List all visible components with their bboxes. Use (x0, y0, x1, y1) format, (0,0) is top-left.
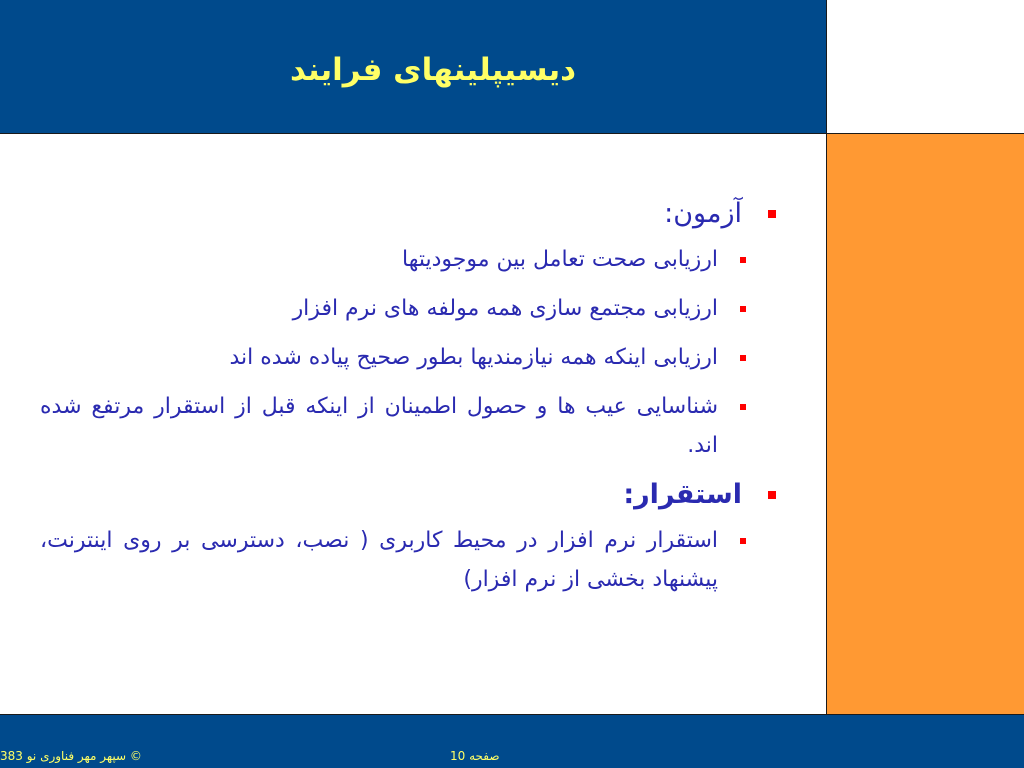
square-bullet-icon (740, 257, 746, 263)
list-item (40, 338, 782, 377)
side-panel (826, 133, 1024, 714)
top-right-blank-area (827, 0, 1024, 133)
list-item (40, 240, 782, 279)
list-item-text: ارزیابی صحت تعامل بین موجودیتها (401, 247, 718, 272)
footer-page-number: صفحه 10 (450, 749, 500, 763)
section-heading-text: آزمون: (664, 198, 742, 229)
list-item-text: ارزیابی مجتمع سازی همه مولفه های نرم افزار (292, 296, 718, 321)
slide-title: دیسیپلینهای فرایند (289, 52, 577, 88)
square-bullet-icon (740, 538, 746, 544)
list-item (40, 387, 782, 465)
list-item-text: استقرار نرم افزار در محیط کاربری ( نصب، دسترسی بر روی اینترنت، پیشنهاد بخشی از نرم افزار) (40, 528, 718, 592)
square-bullet-icon (768, 491, 776, 499)
section-heading-text: استقرار: (623, 479, 742, 510)
list-item-text: ارزیابی اینکه همه نیازمندیها بطور صحیح پیاده شده اند (229, 345, 718, 370)
section-heading-testing (40, 194, 782, 234)
list-item (40, 289, 782, 328)
square-bullet-icon (768, 210, 776, 218)
footer-copyright: © سپهر مهر فناوری نو 383 (0, 749, 142, 763)
list-item-text: شناسایی عیب ها و حصول اطمینان از اینکه قبل از استقرار مرتفع شده اند. (40, 394, 718, 458)
footer-bar (0, 714, 1024, 768)
section-heading-deployment (40, 475, 782, 515)
list-item (40, 521, 782, 599)
square-bullet-icon (740, 355, 746, 361)
square-bullet-icon (740, 306, 746, 312)
square-bullet-icon (740, 404, 746, 410)
slide-content (40, 190, 782, 609)
